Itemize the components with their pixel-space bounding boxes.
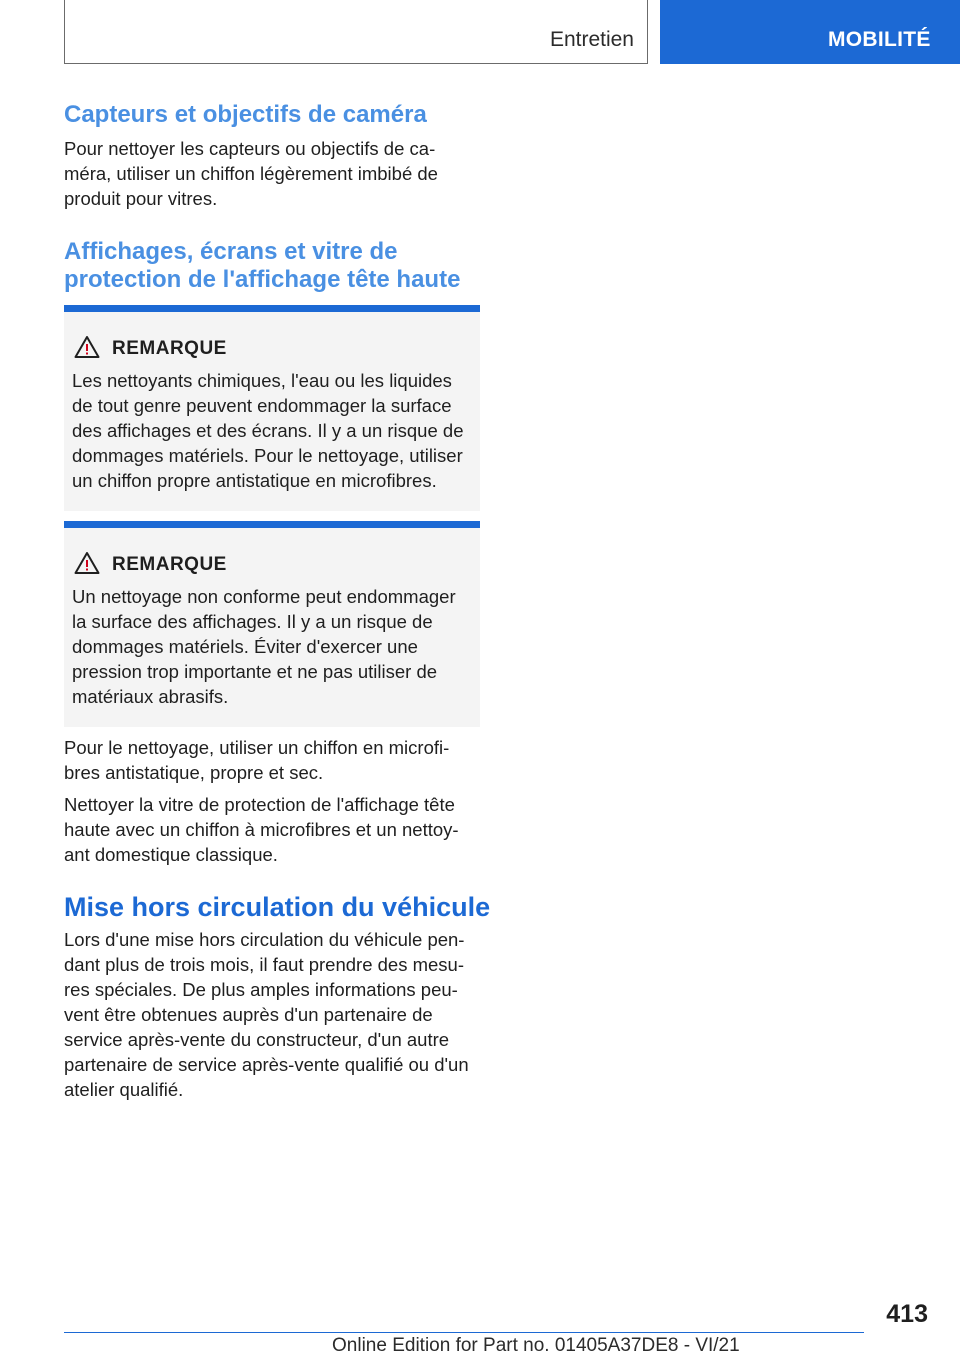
- text-line: la surface des affichages. Il y a un risque de: [72, 611, 433, 632]
- warning-triangle-icon: [74, 335, 100, 359]
- displays-paragraph: [64, 792, 480, 867]
- text-line: Pour nettoyer les capteurs ou objectifs de ca-: [64, 138, 436, 159]
- camera-paragraph: [64, 136, 480, 211]
- displays-heading-block: [64, 238, 480, 294]
- text-line: ant domestique classique.: [64, 844, 278, 865]
- warning-note: [64, 521, 480, 727]
- warning-triangle-icon: [74, 551, 100, 575]
- text-line: matériaux abrasifs.: [72, 686, 229, 707]
- text-line: Lors d'une mise hors circulation du véhicule pen-: [64, 929, 465, 950]
- storage-heading: Mise hors circulation du véhicule: [64, 892, 491, 922]
- text-line: dant plus de trois mois, il faut prendre des mesu-: [64, 954, 464, 975]
- text-line: produit pour vitres.: [64, 188, 218, 209]
- camera-section: [64, 101, 480, 211]
- text-line: Nettoyer la vitre de protection de l'affichage tête: [64, 794, 455, 815]
- text-line: bres antistatique, propre et sec.: [64, 762, 324, 783]
- camera-heading: Capteurs et objectifs de caméra: [64, 101, 427, 128]
- note-title: REMARQUE: [112, 338, 227, 359]
- text-line: service après-vente du constructeur, d'un autre: [64, 1029, 450, 1050]
- text-line: res spéciales. De plus amples informations peu-: [64, 979, 458, 1000]
- text-line: méra, utiliser un chiffon légèrement imbibé de: [64, 163, 438, 184]
- chapter-tab-label: MOBILITÉ: [828, 28, 931, 51]
- text-line: un chiffon propre antistatique en microfibres.: [72, 470, 437, 491]
- text-line: vent être obtenues auprès d'un partenaire de: [64, 1004, 433, 1025]
- note-body: [72, 368, 476, 493]
- footer-edition-text: Online Edition for Part no. 01405A37DE8 - VI/21: [332, 1335, 740, 1356]
- displays-paragraph: [64, 735, 480, 785]
- text-line: pression trop importante et ne pas utiliser de: [72, 661, 438, 682]
- note-title: REMARQUE: [112, 554, 227, 575]
- note-body: [72, 584, 476, 709]
- text-line: de tout genre peuvent endommager la surface: [72, 395, 452, 416]
- storage-paragraph: [64, 927, 494, 1102]
- footer-divider: [64, 1332, 864, 1333]
- displays-heading-line: Affichages, écrans et vitre de: [64, 238, 398, 265]
- text-line: haute avec un chiffon à microfibres et un nettoy-: [64, 819, 459, 840]
- storage-section: [64, 891, 494, 1102]
- text-line: Un nettoyage non conforme peut endommager: [72, 586, 456, 607]
- text-line: dommages matériels. Pour le nettoyage, utiliser: [72, 445, 463, 466]
- text-line: Les nettoyants chimiques, l'eau ou les liquides: [72, 370, 452, 391]
- warning-note: [64, 305, 480, 511]
- text-line: partenaire de service après-vente qualifié ou d'un: [64, 1054, 469, 1075]
- text-line: dommages matériels. Éviter d'exercer une: [72, 636, 418, 657]
- header-section-title: Entretien: [549, 28, 634, 51]
- text-line: Pour le nettoyage, utiliser un chiffon en microfi-: [64, 737, 450, 758]
- text-line: atelier qualifié.: [64, 1079, 184, 1100]
- chapter-tab[interactable]: [660, 0, 960, 64]
- text-line: des affichages et des écrans. Il y a un risque de: [72, 420, 464, 441]
- displays-heading-line: protection de l'affichage tête haute: [64, 266, 461, 293]
- page-number: 413: [886, 1300, 928, 1328]
